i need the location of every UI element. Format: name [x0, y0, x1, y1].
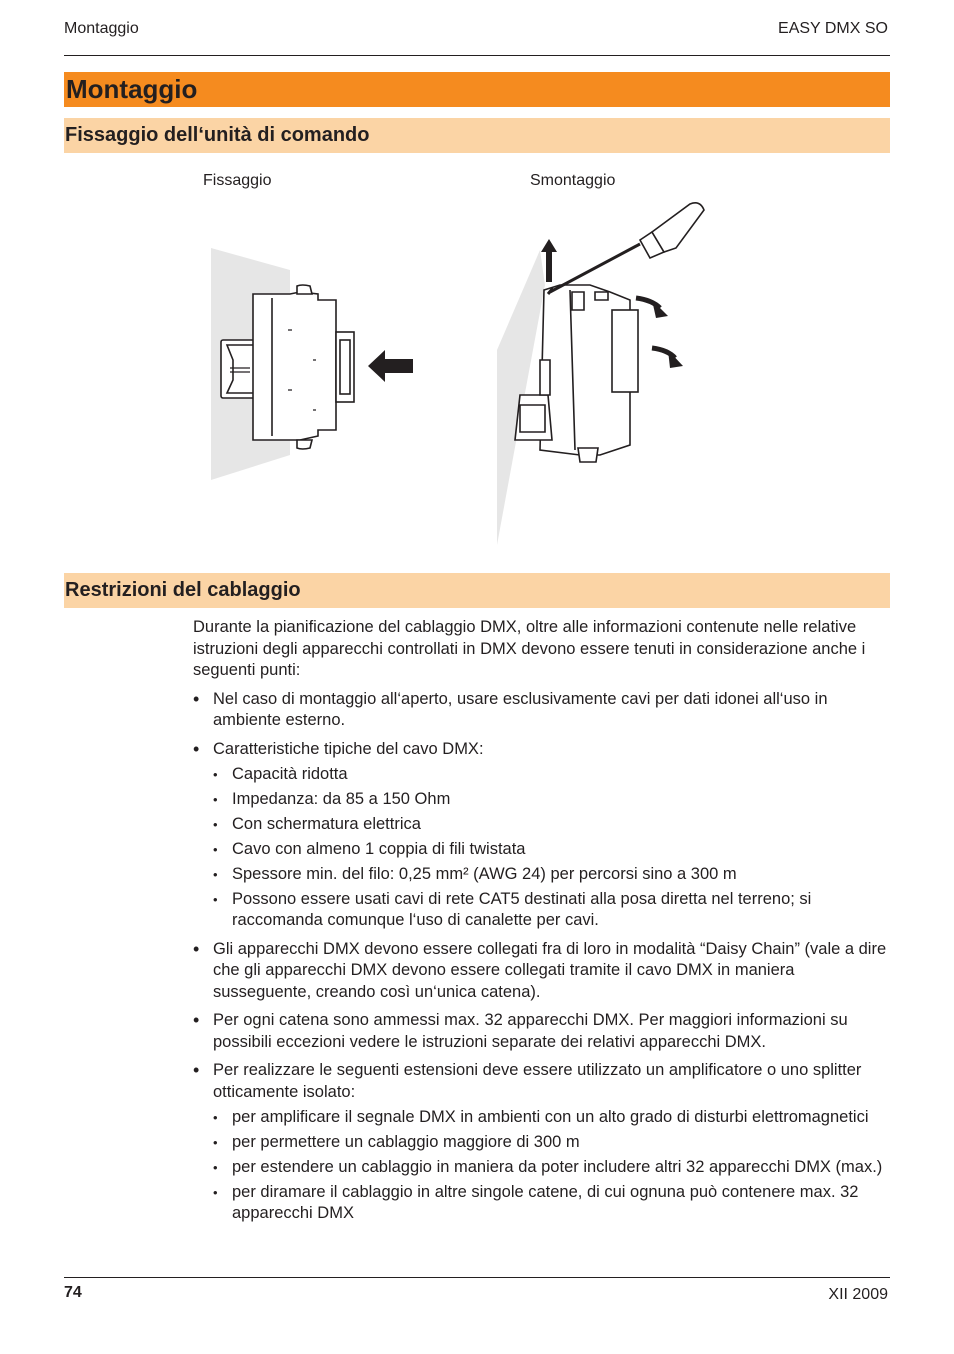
sub-list-item: • Possono essere usati cavi di rete CAT5 destinati alla posa diretta nel terreno; si raccomanda comunque l‘uso di canalette per cavi. [213, 889, 890, 932]
sub-list-item: • per estendere un cablaggio in maniera da poter includere altri 32 apparecchi DMX (max.) [213, 1157, 890, 1179]
top-latch [297, 285, 312, 294]
extension-cases-list [213, 1107, 890, 1225]
running-header-section: Montaggio [64, 20, 139, 37]
sub-list-item: • Spessore min. del filo: 0,25 mm² (AWG 24) per percorsi sino a 300 m [213, 864, 890, 886]
page-title: Montaggio [64, 72, 890, 107]
intro-paragraph: Durante la pianificazione del cablaggio DMX, oltre alle informazioni contenute nelle relative istruzioni degli apparecchi controllati in DMX devono essere tenuti in considerazione anche i seguenti punti: [193, 618, 866, 679]
list-item-text: Per ogni catena sono ammessi max. 32 apparecchi DMX. Per maggiori informazioni su possibili eccezioni vedere le istruzioni separate dei relativi apparecchi DMX. [213, 1011, 848, 1051]
sub-list-item: • Cavo con almeno 1 coppia di fili twistata [213, 839, 890, 861]
sub-list-item: • per diramare il cablaggio in altre singole catene, di cui ognuna può contenere max. 32 apparecchi DMX [213, 1182, 890, 1225]
sub-list-item: • Con schermatura elettrica [213, 814, 890, 836]
section-title-wiring-restrictions: Restrizioni del cablaggio [64, 573, 890, 608]
figure-label-dismounting: Smontaggio [530, 172, 616, 189]
footer-rule [64, 1277, 890, 1278]
screwdriver-icon [548, 203, 704, 294]
list-item-text: Caratteristiche tipiche del cavo DMX: [213, 739, 484, 758]
arrow-left-icon [368, 350, 413, 382]
list-item [193, 689, 890, 732]
cable-characteristics-list [213, 764, 890, 932]
section-title-mounting: Fissaggio dell‘unità di comando [64, 118, 890, 153]
bottom-latch [297, 440, 312, 449]
running-header-product: EASY DMX SO [778, 20, 888, 37]
edition-date: XII 2009 [828, 1286, 888, 1303]
list-item [193, 1060, 890, 1225]
release-latch [572, 292, 584, 310]
front-panel-tilted [612, 310, 638, 392]
list-item [193, 939, 890, 1004]
wiring-restrictions-body [193, 617, 890, 1225]
control-unit-body [253, 292, 336, 440]
sub-list-item: • Impedanza: da 85 a 150 Ohm [213, 789, 890, 811]
sub-list-item: • Capacità ridotta [213, 764, 890, 786]
list-item [193, 739, 890, 932]
list-item-text: Gli apparecchi DMX devono essere collegati fra di loro in modalità “Daisy Chain” (vale a dire che gli apparecchi DMX devono essere collegati tramite il cavo DMX in maniera susseguente, creando così un‘unica catena). [213, 939, 887, 1001]
sub-list-item: • per amplificare il segnale DMX in ambienti con un alto grado di disturbi elettromagnetici [213, 1107, 890, 1129]
list-item [193, 1010, 890, 1053]
page-number: 74 [64, 1284, 82, 1301]
mounting-illustration [200, 196, 720, 548]
figure-label-mounting: Fissaggio [203, 172, 272, 189]
mounting-figure [211, 248, 413, 480]
header-rule [64, 55, 890, 56]
list-item-text: Per realizzare le seguenti estensioni deve essere utilizzato un amplificatore o uno splitter otticamente isolato: [213, 1061, 862, 1101]
restrictions-list [193, 689, 890, 1225]
sub-list-item: • per permettere un cablaggio maggiore di 300 m [213, 1132, 890, 1154]
dismounting-figure [497, 203, 704, 545]
list-item-text: Nel caso di montaggio all‘aperto, usare esclusivamente cavi per dati idonei all‘uso in ambiente esterno. [213, 689, 828, 729]
